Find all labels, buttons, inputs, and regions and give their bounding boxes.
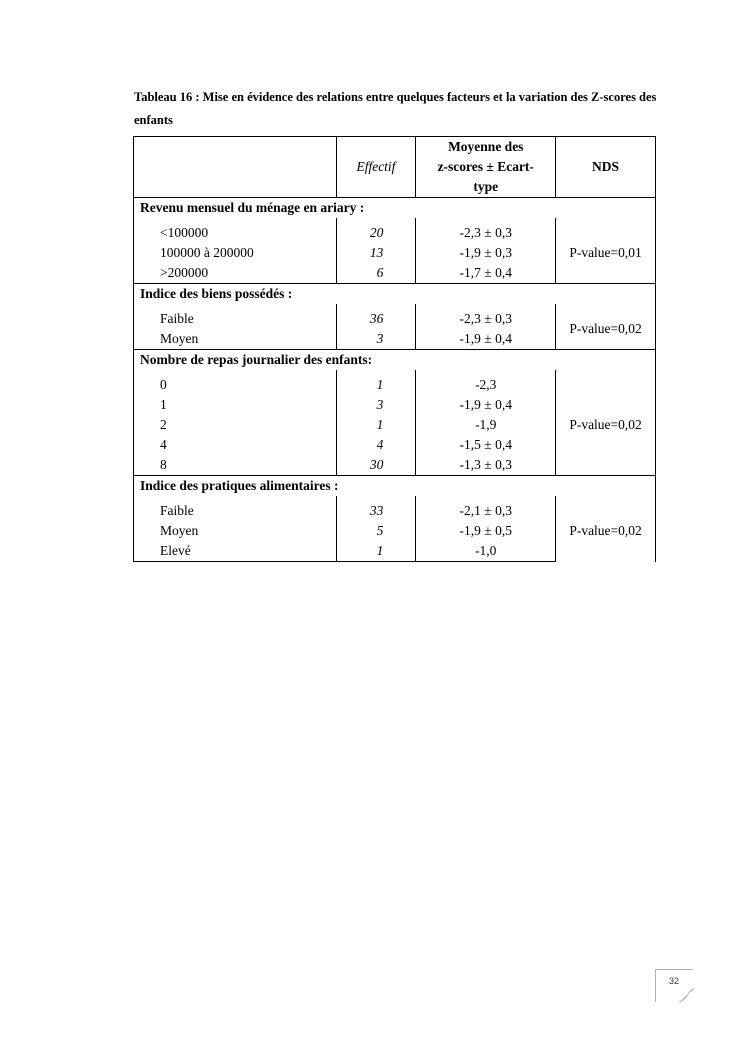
table-body [134, 198, 656, 562]
row-label: Faible [134, 501, 337, 521]
row-effectif: 13 [336, 243, 416, 263]
row-label: Elevé [134, 541, 337, 562]
results-table [133, 136, 656, 562]
row-moyenne: -1,9 ± 0,5 [416, 521, 556, 541]
page-fold-icon [679, 988, 695, 1004]
section-nds: P-value=0,02 [556, 501, 656, 562]
row-label: 8 [134, 455, 337, 476]
row-effectif: 33 [336, 501, 416, 521]
row-effectif: 4 [336, 435, 416, 455]
row-moyenne: -1,9 [416, 415, 556, 435]
section-title-row [134, 284, 656, 305]
row-moyenne: -1,9 ± 0,4 [416, 395, 556, 415]
section-title: Revenu mensuel du ménage en ariary : [134, 198, 656, 219]
row-effectif: 1 [336, 415, 416, 435]
row-effectif: 20 [336, 223, 416, 243]
row-label: Faible [134, 309, 337, 329]
section-title: Indice des biens possédés : [134, 284, 656, 305]
table-row [134, 309, 656, 329]
section-title-row [134, 198, 656, 219]
table-caption: Tableau 16 : Mise en évidence des relations entre quelques facteurs et la variation des Z-scores des enfants [134, 90, 657, 127]
row-label: Moyen [134, 521, 337, 541]
row-moyenne: -2,3 [416, 375, 556, 395]
header-moyenne-line1: Moyenne des [448, 139, 524, 154]
row-effectif: 3 [336, 395, 416, 415]
row-label: 1 [134, 395, 337, 415]
row-label: >200000 [134, 263, 337, 284]
header-moyenne-line3: type [473, 179, 499, 194]
header-effectif: Effectif [336, 137, 416, 198]
row-effectif: 6 [336, 263, 416, 284]
row-moyenne: -2,1 ± 0,3 [416, 501, 556, 521]
row-moyenne: -1,9 ± 0,3 [416, 243, 556, 263]
row-moyenne: -1,9 ± 0,4 [416, 329, 556, 350]
row-label: 100000 à 200000 [134, 243, 337, 263]
row-effectif: 3 [336, 329, 416, 350]
table-row [134, 375, 656, 395]
row-effectif: 5 [336, 521, 416, 541]
section-title: Indice des pratiques alimentaires : [134, 476, 656, 497]
header-moyenne-line2: z-scores ± Ecart- [437, 159, 534, 174]
header-row [134, 137, 656, 198]
row-label: 4 [134, 435, 337, 455]
row-label: Moyen [134, 329, 337, 350]
section-title-row [134, 476, 656, 497]
section-nds: P-value=0,01 [556, 223, 656, 284]
row-moyenne: -2,3 ± 0,3 [416, 223, 556, 243]
table-row [134, 501, 656, 521]
header-nds: NDS [556, 137, 656, 198]
row-label: <100000 [134, 223, 337, 243]
section-title: Nombre de repas journalier des enfants: [134, 350, 656, 371]
row-effectif: 36 [336, 309, 416, 329]
section-nds: P-value=0,02 [556, 375, 656, 476]
header-empty [134, 137, 337, 198]
row-label: 2 [134, 415, 337, 435]
row-effectif: 1 [336, 375, 416, 395]
row-moyenne: -1,7 ± 0,4 [416, 263, 556, 284]
row-moyenne: -1,0 [416, 541, 556, 562]
table-row [134, 223, 656, 243]
row-moyenne: -1,5 ± 0,4 [416, 435, 556, 455]
section-nds: P-value=0,02 [556, 309, 656, 350]
header-moyenne [416, 137, 556, 198]
row-effectif: 30 [336, 455, 416, 476]
page-number: 32 [668, 976, 679, 986]
row-moyenne: -1,3 ± 0,3 [416, 455, 556, 476]
section-title-row [134, 350, 656, 371]
row-effectif: 1 [336, 541, 416, 562]
row-label: 0 [134, 375, 337, 395]
row-moyenne: -2,3 ± 0,3 [416, 309, 556, 329]
